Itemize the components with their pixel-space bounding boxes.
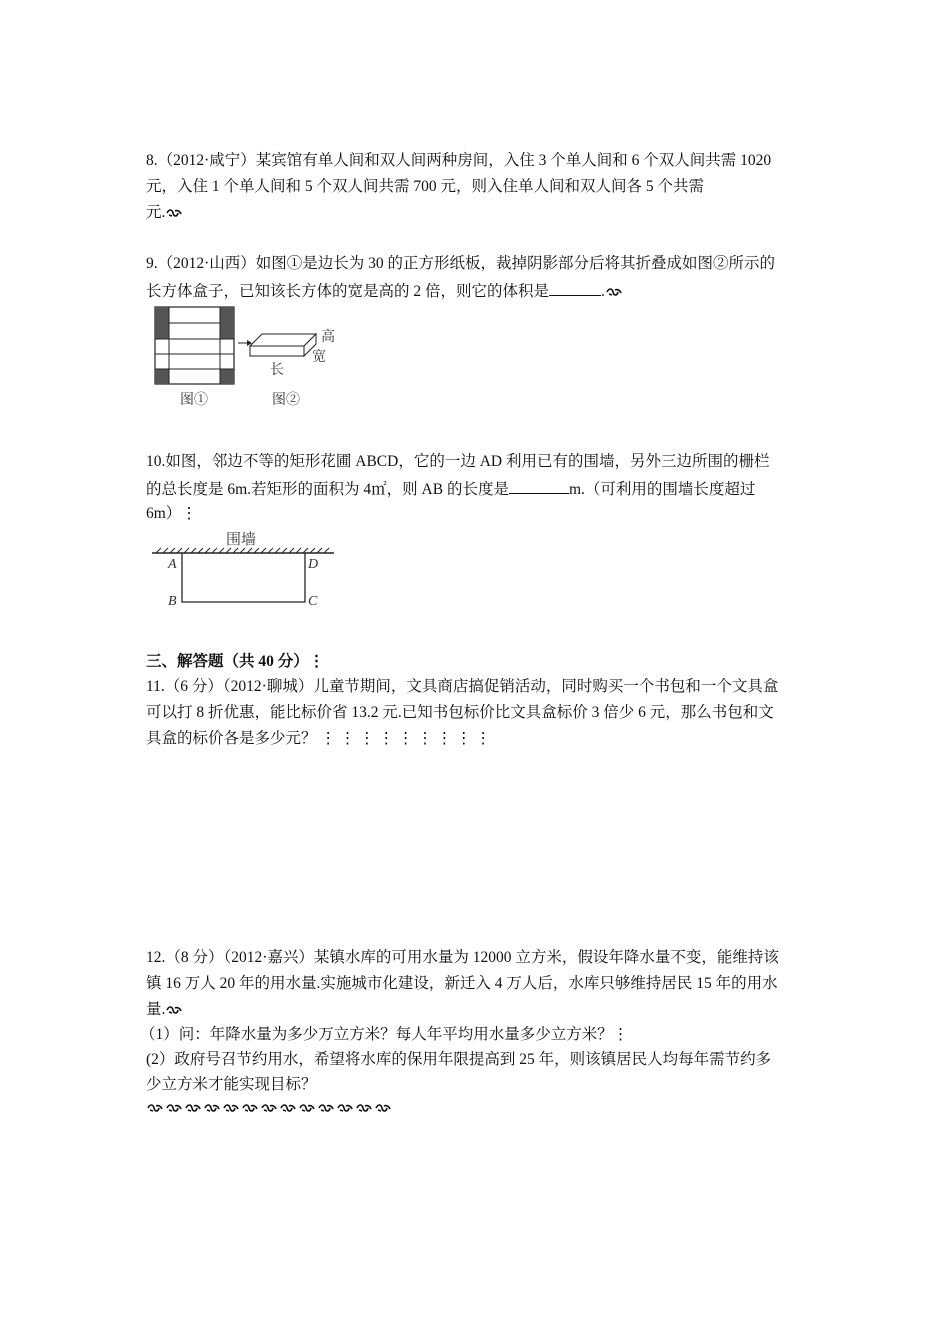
vertex-b-label: B <box>168 594 177 609</box>
scribble-mark-icon <box>318 1103 334 1113</box>
figure-1-square-paper <box>154 306 236 386</box>
box-length-label: 长 <box>270 363 284 378</box>
q10-line-2 <box>146 478 755 500</box>
scribble-mark-icon <box>375 1103 391 1113</box>
q10-line-2-suffix: m.（可利用的围墙长度超过 <box>568 481 756 498</box>
scribble-mark-icon <box>223 1103 239 1113</box>
scribble-mark-icon <box>204 1103 220 1113</box>
q9-line-2 <box>146 280 622 302</box>
scribble-mark-row <box>146 1103 391 1117</box>
box-width-label: 宽 <box>312 350 326 365</box>
q10-answer-blank[interactable] <box>509 478 569 494</box>
q12-part-1: （1）问：年降水量为多少万立方米？每人年平均用水量多少立方米？⋮ <box>140 1026 629 1043</box>
box-height-label: 高 <box>321 330 335 345</box>
q8-line-1: 8.（2012·咸宁）某宾馆有单人间和双人间两种房间，入住 3 个单人间和 6 个双人间共需 1020 <box>146 152 772 169</box>
figure-2-caption: 图② <box>272 393 300 408</box>
vertex-c-label: C <box>308 594 318 609</box>
scribble-mark-icon <box>356 1103 372 1113</box>
scribble-mark-icon <box>185 1103 201 1113</box>
scribble-mark-icon <box>280 1103 296 1113</box>
scribble-mark-icon <box>166 1103 182 1113</box>
scribble-mark-icon <box>166 208 182 218</box>
scribble-mark-icon <box>261 1103 277 1113</box>
q12-line-3 <box>146 1000 182 1020</box>
q12-line-1: 12.（8 分）（2012·嘉兴）某镇水库的可用水量为 12000 立方米，假设年降水量不变，能维持该 <box>146 949 779 966</box>
scribble-mark-icon <box>299 1103 315 1113</box>
section-3-heading: 三、解答题（共 40 分）⋮ <box>146 653 325 670</box>
q10-line-3: 6m）⋮ <box>146 505 197 522</box>
q12-line-2: 镇 16 万人 20 年的用水量.实施城市化建设，新迁入 4 万人后，水库只够维持居民 15 年的用水 <box>146 975 778 992</box>
scribble-mark-icon <box>337 1103 353 1113</box>
q11-line-2: 可以打 8 折优惠，能比标价省 13.2 元.已知书包标价比文具盒标价 3 倍少 6 元，那么书包和文 <box>146 704 774 721</box>
q9-line-2-text: 长方体盒子，已知该长方体的宽是高的 2 倍，则它的体积是 <box>146 283 550 300</box>
q8-line-3 <box>146 203 182 223</box>
q8-line-2: 元，入住 1 个单人间和 5 个双人间共需 700 元，则入住单人间和双人间各 5 个共需 <box>146 178 705 195</box>
scribble-mark-icon <box>606 287 622 297</box>
q12-part-2-line-1: (2）政府号召节约用水，希望将水库的保用年限提高到 25 年，则该镇居民人均每年需节约多 <box>146 1051 772 1068</box>
vertex-a-label: A <box>168 557 177 572</box>
figure-1-caption: 图① <box>180 393 208 408</box>
q10-line-1: 10.如图，邻边不等的矩形花圃 ABCD，它的一边 AD 利用已有的围墙，另外三边所围的栅栏 <box>146 453 770 470</box>
q9-answer-blank[interactable] <box>549 280 601 296</box>
wall-label: 围墙 <box>226 532 257 548</box>
q10-line-2-text: 的总长度是 6m.若矩形的面积为 4㎡，则 AB 的长度是 <box>146 481 509 498</box>
scribble-mark-icon <box>166 1005 182 1015</box>
q12-line-3-text: 量. <box>146 1001 166 1018</box>
scribble-mark-icon <box>242 1103 258 1113</box>
figure-2-box <box>238 322 322 362</box>
q11-line-3: 具盒的标价各是多少元？ ⋮ ⋮ ⋮ ⋮ ⋮ ⋮ ⋮ ⋮ ⋮ <box>146 730 491 747</box>
q12-part-2-line-2: 少立方米才能实现目标？ <box>146 1076 317 1093</box>
scribble-mark-icon <box>147 1103 163 1113</box>
q8-line-3-text: 元. <box>146 204 166 221</box>
q9-line-2-suffix: . <box>601 283 605 300</box>
vertex-d-label: D <box>308 557 319 572</box>
q9-line-1: 9.（2012·山西）如图①是边长为 30 的正方形纸板，裁掉阴影部分后将其折叠成如图②所示的 <box>146 255 776 272</box>
q11-line-1: 11.（6 分）（2012·聊城）儿童节期间，文具商店搞促销活动，同时购买一个书包和一个文具盒 <box>146 678 779 695</box>
